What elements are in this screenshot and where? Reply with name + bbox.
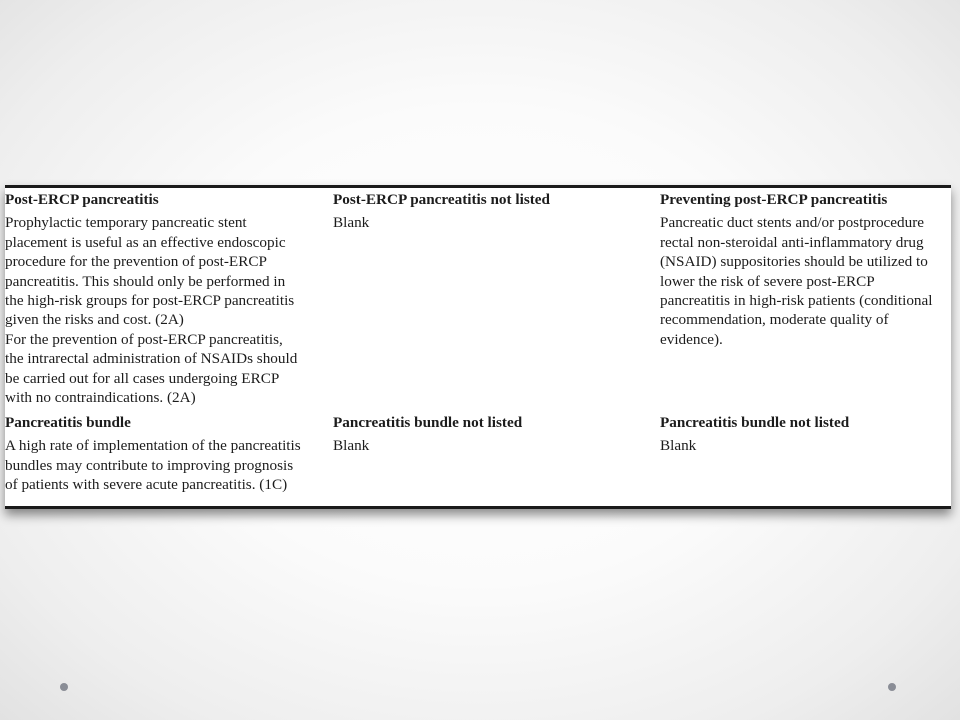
cell-heading: Pancreatitis bundle not listed [333,414,523,431]
table-cell-post-ercp-jpn [5,190,323,407]
left-dot-icon [60,683,68,691]
table-cell-bundle-not-listed-3 [660,413,952,456]
table-cell-bundle-not-listed-2 [333,413,633,456]
table-bottom-rule [5,506,951,509]
table-top-rule [5,185,951,188]
cell-text: Prophylactic temporary pancreatic stent placement is useful as an effective endoscopic procedure for the prevention of post-ERCP pancreatitis. This should only be performed in the high-risk groups for post-ERCP pancreatitis given the risks and cost. (2A) For the prevention of post-ERCP pancreatitis, the intrarectal administration of NSAIDs should be carried out for all cases undergoing ERCP with no contraindications. (2A) [5,214,298,407]
cell-text: Pancreatic duct stents and/or postprocedure rectal non-steroidal anti-inflammatory drug (NSAID) suppositories should be utilized to lower the risk of severe post-ERCP pancreatitis in high-risk patients (conditional recommendation, moderate quality of evidence). [660,214,933,348]
guideline-table [5,185,951,509]
cell-heading: Pancreatitis bundle not listed [660,414,850,431]
cell-heading: Post-ERCP pancreatitis not listed [333,191,550,208]
cell-heading: Pancreatitis bundle [5,414,131,431]
table-cell-post-ercp-not-listed [333,190,633,233]
right-dot-icon [888,683,896,691]
table-cell-preventing-post-ercp [660,190,952,349]
cell-text: A high rate of implementation of the pancreatitis bundles may contribute to improving prognosis of patients with severe acute pancreatitis. (1C) [5,437,301,494]
cell-text: Blank [333,437,370,455]
cell-heading: Preventing post-ERCP pancreatitis [660,191,888,208]
table-cell-pancreatitis-bundle [5,413,323,495]
cell-text: Blank [660,437,697,455]
cell-text: Blank [333,214,370,232]
cell-heading: Post-ERCP pancreatitis [5,191,159,208]
